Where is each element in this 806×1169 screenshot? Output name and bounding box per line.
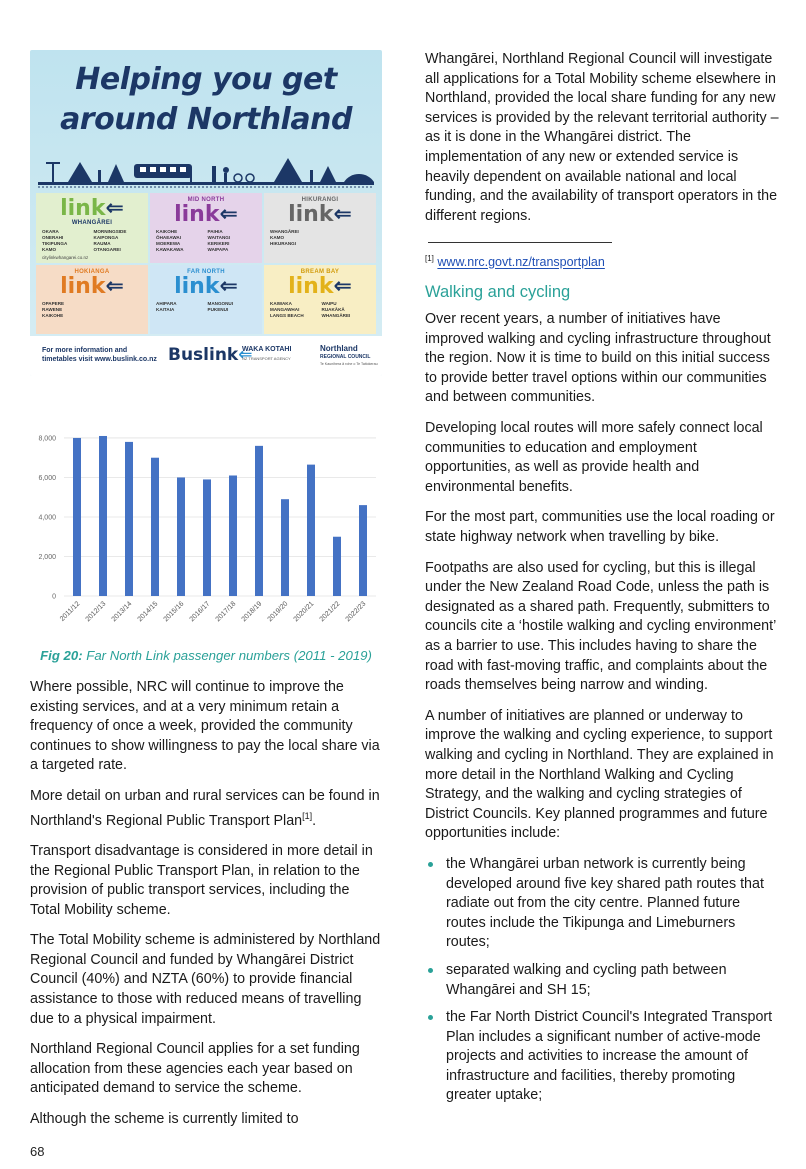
tile-places: OPAPERE RAWENE KAIKOHE: [42, 300, 65, 318]
x-tick-label: 2016/17: [188, 600, 212, 624]
x-tick-label: 2022/23: [344, 600, 368, 624]
link-logo: link⇐: [60, 273, 124, 299]
x-tick-label: 2018/19: [240, 600, 264, 624]
footnote-ref[interactable]: [1]: [302, 810, 313, 821]
y-tick-label: 4,000: [38, 514, 56, 522]
passenger-numbers-chart: [30, 404, 382, 640]
footnote: [425, 249, 781, 273]
link-logo: link⇐: [174, 202, 238, 227]
bar-2015-16: [177, 477, 185, 596]
link-logo: link⇐: [288, 273, 352, 299]
y-tick-label: 2,000: [38, 553, 56, 561]
x-tick-label: 2017/18: [214, 600, 238, 624]
y-tick-label: 8,000: [38, 435, 56, 443]
link-tile-bream-bay: [264, 265, 376, 335]
bar-2014-15: [151, 458, 159, 596]
y-tick-label: 0: [52, 593, 56, 601]
link-tile-hikurangi: [264, 193, 376, 263]
paragraph: For the most part, communities use the local roading or state highway network when travelling by bike.: [425, 509, 775, 546]
paragraph: Footpaths are also used for cycling, but this is illegal under the New Zealand Road Code, unless the path is designated as a shared path. Frequently, submitters to councils cite a ‘hostile walking and cycling environment’ as a barrier to use. This includes having to share the road with fast-moving traffic, and complaints about the roads themselves being narrow and winding.: [425, 559, 776, 694]
waka-kotahi-logo: WAKA KOTAHI: [242, 346, 292, 353]
x-tick-label: 2015/16: [162, 600, 186, 624]
section-heading: Walking and cycling: [425, 283, 571, 302]
x-tick-label: 2020/21: [292, 600, 316, 624]
town-skyline-icon: [38, 148, 374, 188]
tile-web: citylinkwhangarei.co.nz: [42, 255, 89, 260]
paragraph: Although the scheme is currently limited to: [30, 1111, 299, 1128]
tile-region-label: FAR NORTH: [187, 268, 225, 275]
tile-places: WHANGĀREI KAMO HIKURANGI: [270, 229, 299, 246]
x-tick-label: 2019/20: [266, 600, 290, 624]
link-logo: link⇐: [174, 273, 238, 299]
x-tick-label: 2013/14: [110, 600, 134, 624]
bullet-list: [425, 855, 781, 1106]
buslink-logo: Buslink⇐: [168, 345, 253, 365]
y-tick-label: 6,000: [38, 474, 56, 482]
helping-you-get-around-poster: [30, 50, 382, 376]
caption-label: Fig 20:: [40, 648, 83, 663]
paragraph: Where possible, NRC will continue to improve the existing services, and at a very minimum retain a frequency of once a week, provided the community continues to show willingness to pay the local share via a targeted rate.: [30, 679, 380, 774]
paragraph: Transport disadvantage is considered in more detail in the Regional Public Transport Plan, in relation to the provision of public transport services, including the Total Mobility scheme.: [30, 842, 373, 918]
nrc-logo-sub: Te Kaunihera ā rohe o Te Taitokerau: [320, 362, 378, 366]
link-tile-far-north: [150, 265, 262, 335]
x-tick-label: 2021/22: [318, 600, 342, 624]
link-tile-hokianga: [36, 265, 148, 335]
paragraph: A number of initiatives are planned or underway to improve the walking and cycling experience, to support walking and cycling in Northland. They are explained in more detail in the Northland Walking and Cycling Strategy, and the walking and cycling strategies of District Councils. Key planned programmes and future opportunities include:: [425, 707, 774, 842]
page-number: 68: [30, 1144, 45, 1159]
paragraph: Northland Regional Council applies for a set funding allocation from these agencies each year based on anticipated demand to service the scheme.: [30, 1041, 360, 1097]
x-tick-label: 2012/13: [84, 600, 108, 624]
bar-2013-14: [125, 442, 133, 596]
poster-title: [30, 60, 382, 140]
poster-title-line1: Helping you get: [75, 62, 337, 97]
tile-places: KAIKOHE PAIHIA ŌHAEAWAI WAITANGI MOEREWA KERIKERI KAWAKAWA WAIPAPA: [156, 229, 231, 252]
poster-footer-info: For more information and timetables visit www.buslink.co.nz: [42, 347, 157, 363]
right-column: [425, 50, 781, 1114]
bullet-item: the Whangārei urban network is currently being developed around five key shared path routes that radiate out from the city centre. Planned future routes include the Tikipunga and Limeburners routes;: [425, 855, 781, 953]
nrc-logo: Northland REGIONAL COUNCIL: [320, 344, 371, 360]
x-tick-label: 2014/15: [136, 600, 160, 624]
link-tile-city: [36, 193, 148, 263]
bar-2018-19: [255, 446, 263, 596]
bar-2022-23: [359, 505, 367, 596]
left-column: [30, 50, 382, 376]
caption-text: Far North Link passenger numbers (2011 - 2019): [82, 648, 372, 663]
bar-2017-18: [229, 475, 237, 596]
bar-2021-22: [333, 537, 341, 596]
paragraph: Over recent years, a number of initiatives have improved walking and cycling infrastructure throughout the region. Now it is time to build on this initial success to provide better travel options within our communities and between communities.: [425, 311, 771, 406]
bullet-item: the Far North District Council's Integrated Transport Plan includes a significant number of active-mode projects and activities to increase the amount of infrastructure and facilities, thereby promoting greater uptake;: [425, 1008, 781, 1106]
poster-footer: [30, 336, 382, 376]
tile-region-label: HIKURANGI: [301, 197, 339, 203]
bar-2020-21: [307, 465, 315, 596]
bar-2016-17: [203, 479, 211, 596]
transport-plan-link[interactable]: www.nrc.govt.nz/transportplan: [437, 255, 605, 270]
link-tile-mid-north: [150, 193, 262, 263]
tile-region-label: HOKIANGA: [74, 268, 110, 275]
footnote-marker: [1]: [425, 254, 434, 264]
tile-places: AHIPARA MANGONUI KAITAIA PUKENUI: [156, 300, 234, 312]
tile-region-label: BREAM BAY: [300, 268, 340, 275]
tile-region-label: WHANGĀREI: [71, 220, 113, 226]
tile-places: KAIWAKA WAIPU MANGAWHAI RUAKĀKĀ LANGS BEACH WHANGĀREI: [270, 300, 351, 318]
bar-2011-12: [73, 438, 81, 596]
paragraph: More detail on urban and rural services can be found in Northland's Regional Public Transport Plan[1].: [30, 787, 380, 829]
paragraph: Whangārei, Northland Regional Council will investigate all applications for a Total Mobility scheme elsewhere in Northland, provided the local share funding for any new services is provided by the relevant territorial authority – as it is done in the Whangārei district. The implementation of any new or extended service is heavily dependent on available national and local funding, and the availability of transport operators in the different regions.: [425, 51, 779, 224]
tile-region-label: MID NORTH: [187, 197, 225, 203]
paragraph: The Total Mobility scheme is administered by Northland Regional Council and funded by Whangārei District Council (40%) and NZTA (60%) to provide financial assistance to those with reduced means of travelling due to a physical impairment.: [30, 932, 381, 1027]
link-logo: link⇐: [288, 202, 352, 227]
poster-title-line2: around Northland: [60, 102, 352, 137]
waka-kotahi-sub: NZ TRANSPORT AGENCY: [242, 356, 291, 361]
bullet-item: separated walking and cycling path between Whangārei and SH 15;: [425, 961, 781, 1000]
tile-places: OKARA MORNINGSIDE ONERAHI KAIPONGA TIKIPUNGA RAUMA KAMO OTANGAREI: [42, 229, 127, 252]
paragraph: Developing local routes will more safely connect local communities to education and employment opportunities, as well as provide health and environmental benefits.: [425, 420, 763, 495]
link-services-grid: [36, 193, 376, 334]
left-body-text: [30, 678, 382, 1141]
x-tick-label: 2011/12: [58, 600, 82, 623]
bar-2019-20: [281, 499, 289, 596]
link-logo: link⇐: [60, 196, 124, 221]
figure-caption: [30, 648, 382, 663]
footnote-divider: [428, 242, 612, 243]
bar-2012-13: [99, 436, 107, 596]
